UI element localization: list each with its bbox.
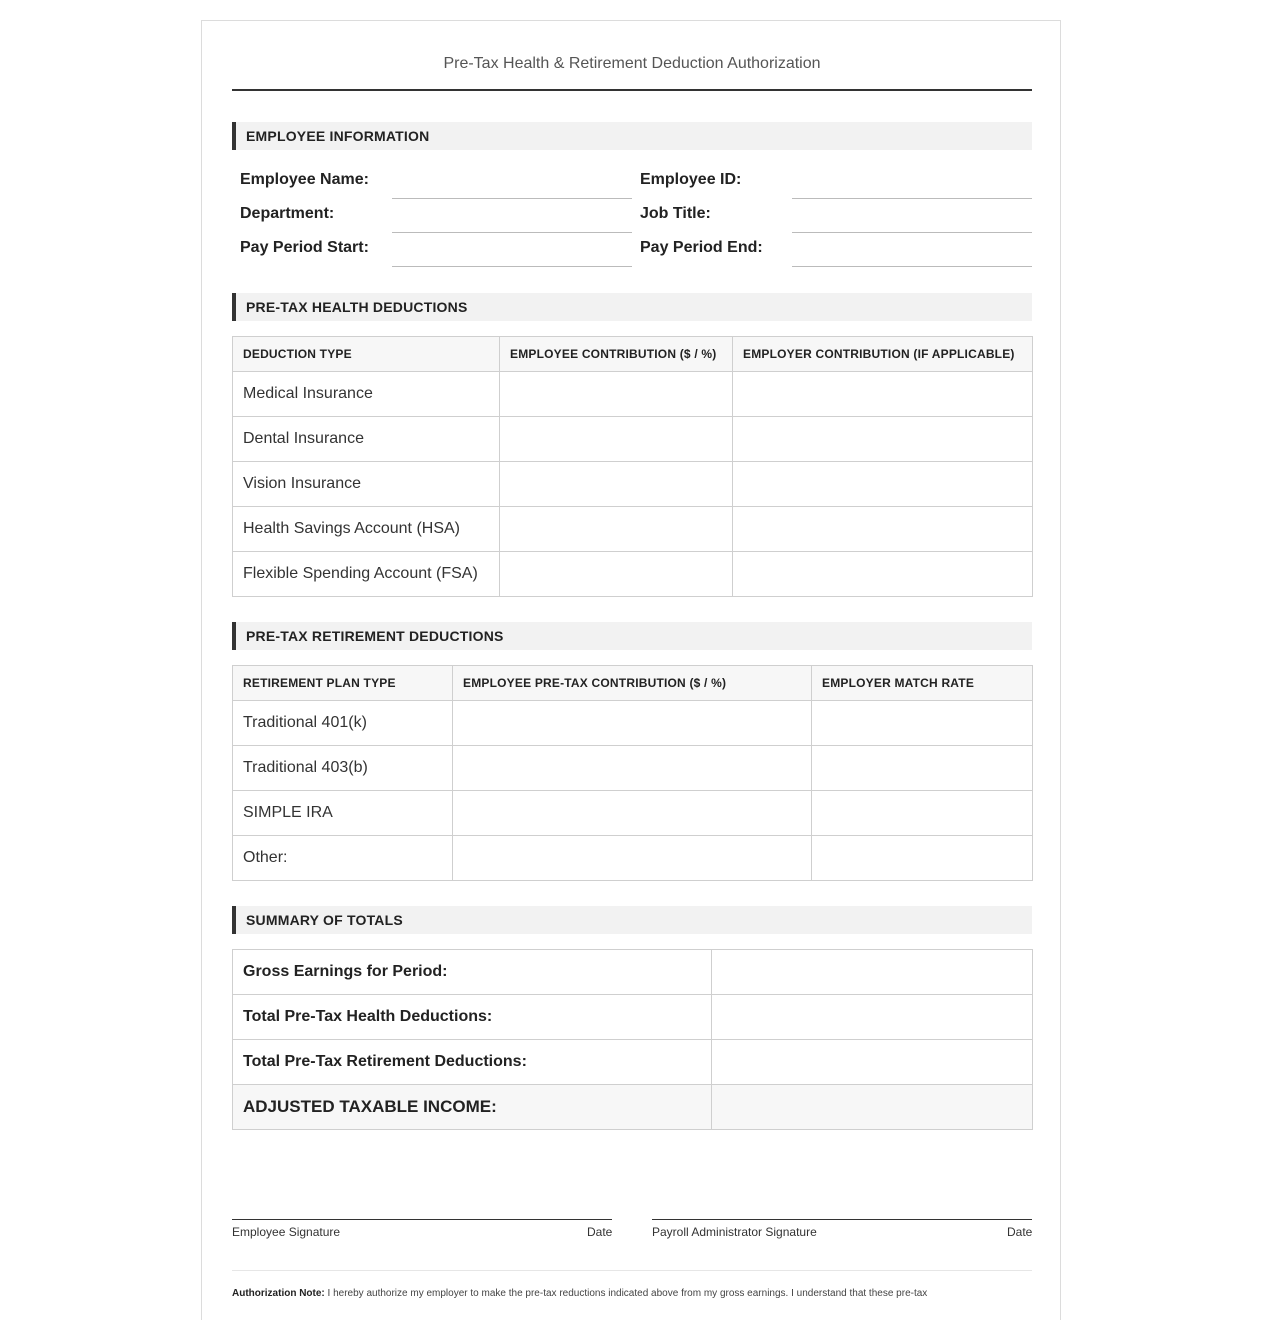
column-header: EMPLOYER MATCH RATE xyxy=(812,666,1033,701)
table-row xyxy=(233,462,1033,507)
table-row xyxy=(233,372,1033,417)
employee-contribution-cell[interactable] xyxy=(500,417,733,462)
employee-signature-line[interactable] xyxy=(232,1219,612,1220)
row-label: Flexible Spending Account (FSA) xyxy=(233,552,500,597)
label-pay-period-end: Pay Period End: xyxy=(640,239,763,256)
row-label: Vision Insurance xyxy=(233,462,500,507)
summary-table xyxy=(232,949,1033,1130)
employer-contribution-cell[interactable] xyxy=(733,552,1033,597)
employer-contribution-cell[interactable] xyxy=(733,417,1033,462)
adjusted-taxable-income-cell[interactable] xyxy=(712,1085,1033,1130)
column-header: DEDUCTION TYPE xyxy=(233,337,500,372)
table-row xyxy=(233,791,1033,836)
health-deductions-table xyxy=(232,336,1033,597)
pay-period-end-field[interactable] xyxy=(792,266,1032,267)
employee-info-grid xyxy=(232,165,1032,267)
pay-period-start-field[interactable] xyxy=(392,266,632,267)
note-label: Authorization Note: xyxy=(232,1288,325,1299)
section-heading-summary: SUMMARY OF TOTALS xyxy=(232,906,1032,934)
section-heading-health: PRE-TAX HEALTH DEDUCTIONS xyxy=(232,293,1032,321)
column-header: EMPLOYEE CONTRIBUTION ($ / %) xyxy=(500,337,733,372)
employer-contribution-cell[interactable] xyxy=(733,462,1033,507)
employee-contribution-cell[interactable] xyxy=(500,372,733,417)
document-title: Pre-Tax Health & Retirement Deduction Authorization xyxy=(443,55,821,72)
row-label: Health Savings Account (HSA) xyxy=(233,507,500,552)
table-row xyxy=(233,836,1033,881)
row-label: Total Pre-Tax Retirement Deductions: xyxy=(233,1040,712,1085)
table-row xyxy=(233,552,1033,597)
gross-earnings-cell[interactable] xyxy=(712,950,1033,995)
table-row xyxy=(233,417,1033,462)
employer-contribution-cell[interactable] xyxy=(733,507,1033,552)
table-row xyxy=(233,1085,1033,1130)
row-label: SIMPLE IRA xyxy=(233,791,453,836)
label-employee-id: Employee ID: xyxy=(640,171,742,188)
form-page xyxy=(201,20,1061,1320)
title-divider xyxy=(232,89,1032,91)
column-header: RETIREMENT PLAN TYPE xyxy=(233,666,453,701)
admin-signature-label: Payroll Administrator Signature xyxy=(652,1225,817,1239)
section-heading-employee-info: EMPLOYEE INFORMATION xyxy=(232,122,1032,150)
section-heading-retirement: PRE-TAX RETIREMENT DEDUCTIONS xyxy=(232,622,1032,650)
row-label: Other: xyxy=(233,836,453,881)
table-row xyxy=(233,950,1033,995)
column-header: EMPLOYER CONTRIBUTION (IF APPLICABLE) xyxy=(733,337,1033,372)
employer-match-rate-cell[interactable] xyxy=(812,746,1033,791)
employee-pretax-contribution-cell[interactable] xyxy=(453,836,812,881)
employee-contribution-cell[interactable] xyxy=(500,507,733,552)
note-divider xyxy=(232,1270,1032,1271)
row-label: Dental Insurance xyxy=(233,417,500,462)
admin-signature-line[interactable] xyxy=(652,1219,1032,1220)
employee-contribution-cell[interactable] xyxy=(500,462,733,507)
label-department: Department: xyxy=(240,205,335,222)
row-label: Gross Earnings for Period: xyxy=(233,950,712,995)
total-health-deductions-cell[interactable] xyxy=(712,995,1033,1040)
employer-contribution-cell[interactable] xyxy=(733,372,1033,417)
table-row xyxy=(233,1040,1033,1085)
authorization-note xyxy=(232,1287,1032,1301)
table-row xyxy=(233,746,1033,791)
total-retirement-deductions-cell[interactable] xyxy=(712,1040,1033,1085)
employer-match-rate-cell[interactable] xyxy=(812,836,1033,881)
table-row xyxy=(233,995,1033,1040)
label-pay-period-start: Pay Period Start: xyxy=(240,239,369,256)
row-label: Medical Insurance xyxy=(233,372,500,417)
label-job-title: Job Title: xyxy=(640,205,711,222)
retirement-deductions-table xyxy=(232,665,1033,881)
row-label: Total Pre-Tax Health Deductions: xyxy=(233,995,712,1040)
employer-match-rate-cell[interactable] xyxy=(812,701,1033,746)
employee-pretax-contribution-cell[interactable] xyxy=(453,791,812,836)
label-employee-name: Employee Name: xyxy=(240,171,369,188)
employee-pretax-contribution-cell[interactable] xyxy=(453,701,812,746)
column-header: EMPLOYEE PRE-TAX CONTRIBUTION ($ / %) xyxy=(453,666,812,701)
employee-contribution-cell[interactable] xyxy=(500,552,733,597)
table-row xyxy=(233,701,1033,746)
row-label: Traditional 401(k) xyxy=(233,701,453,746)
employee-signature-label: Employee Signature xyxy=(232,1225,341,1239)
table-row xyxy=(233,507,1033,552)
employer-match-rate-cell[interactable] xyxy=(812,791,1033,836)
admin-date-label: Date xyxy=(1007,1225,1033,1239)
row-label: Traditional 403(b) xyxy=(233,746,453,791)
employee-date-label: Date xyxy=(587,1225,613,1239)
employee-pretax-contribution-cell[interactable] xyxy=(453,746,812,791)
row-label: ADJUSTED TAXABLE INCOME: xyxy=(233,1085,712,1130)
note-text: I hereby authorize my employer to make the pre-tax reductions indicated above from my gross earnings. I understand that these pre-tax xyxy=(324,1288,928,1299)
